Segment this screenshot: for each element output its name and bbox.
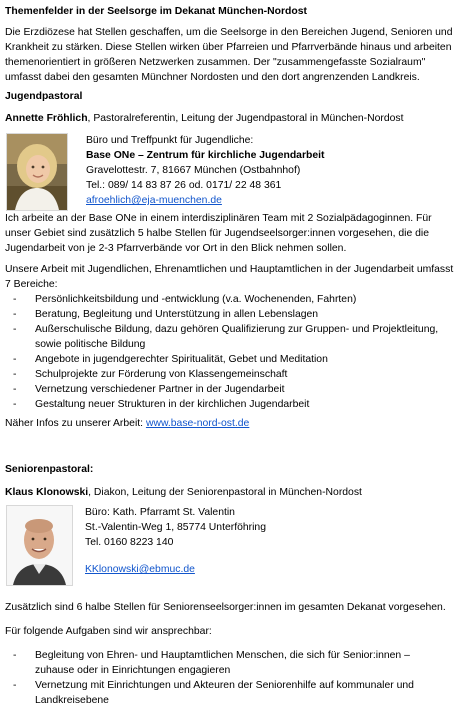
youth-contact-block: [86, 133, 446, 208]
senior-contact-office: Büro: Kath. Pfarramt St. Valentin: [85, 507, 235, 518]
list-item: - Angebote in jugendgerechter Spiritualität, Gebet und Meditation: [5, 352, 445, 367]
youth-contact-address: Gravelottestr. 7, 81667 München (Ostbahnhof): [86, 165, 301, 176]
senior-contact-block: [85, 505, 445, 577]
list-item: - Persönlichkeitsbildung und -entwicklung (v.a. Wochenenden, Fahrten): [5, 292, 445, 307]
list-item: - Gestaltung neuer Strukturen in der kirchlichen Jugendarbeit: [5, 397, 445, 412]
senior-person-name: Klaus Klonowski: [5, 487, 89, 498]
woman-portrait-image: [7, 134, 67, 210]
youth-paragraph-areas: Unsere Arbeit mit Jugendlichen, Ehrenamtlichen und Hauptamtlichen in der Jugendarbeit umfasst 7 Bereiche:: [5, 264, 454, 290]
youth-areas-list: [5, 292, 445, 412]
youth-contact-phone: Tel.: 089/ 14 83 87 26 od. 0171/ 22 48 361: [86, 180, 282, 191]
list-item: - Schulprojekte zur Förderung von Klassengemeinschaft: [5, 367, 445, 382]
youth-contact-office: Büro und Treffpunkt für Jugendliche:: [86, 135, 254, 146]
senior-person-line: [5, 485, 455, 500]
senior-contact-phone: Tel. 0160 8223 140: [85, 537, 174, 548]
youth-heading: Jugendpastoral: [5, 91, 83, 102]
senior-email-link[interactable]: KKlonowski@ebmuc.de: [85, 564, 195, 575]
youth-person-name: Annette Fröhlich: [5, 113, 88, 124]
youth-more-info: [5, 416, 455, 431]
list-item: - Beratung, Begleitung und Unterstützung in allen Lebenslagen: [5, 307, 445, 322]
list-item: - Begleitung von Ehren- und Hauptamtlichen Menschen, die sich für Senior:innen – zuhause oder in Einrichtungen engagieren: [5, 648, 445, 678]
youth-email-link[interactable]: afroehlich@eja-muenchen.de: [86, 195, 222, 206]
youth-more-info-label: Näher Infos zu unserer Arbeit:: [5, 418, 146, 429]
senior-contact-address: St.-Valentin-Weg 1, 85774 Unterföhring: [85, 522, 266, 533]
youth-person-photo: [6, 133, 68, 211]
youth-website-link[interactable]: www.base-nord-ost.de: [145, 418, 250, 429]
intro-paragraph: Die Erzdiözese hat Stellen geschaffen, um die Seelsorge in den Bereichen Jugend, Senioren und Krankheit zu stärken. Diese Stellen wirken über Pfarreien und Pfarrverbände hinaus und arbeiten themenorientiert in größeren Netzwerken zusammen. Der "zusammengefasste Sozialraum" umfasst dabei den gesamten Münchner Nordosten und den dort angrenzenden Landkreis.: [5, 27, 453, 83]
youth-contact-org: Base ONe – Zentrum für kirchliche Jugendarbeit: [86, 150, 325, 161]
senior-person-photo: [6, 505, 73, 586]
list-item: - Vernetzung verschiedener Partner in der Jugendarbeit: [5, 382, 445, 397]
senior-person-role: , Diakon, Leitung der Seniorenpastoral in München-Nordost: [88, 487, 362, 498]
man-portrait-image: [7, 506, 72, 585]
senior-paragraph-tasks: Für folgende Aufgaben sind wir ansprechbar:: [5, 626, 212, 637]
senior-paragraph-positions: Zusätzlich sind 6 halbe Stellen für Seniorenseelsorger:innen im gesamten Dekanat vorgesehen.: [5, 602, 446, 613]
page-title: Themenfelder in der Seelsorge im Dekanat München-Nordost: [5, 6, 307, 17]
youth-person-line: [5, 111, 455, 126]
list-item: - Außerschulische Bildung, dazu gehören Qualifizierung zur Gruppen- und Projektleitung, sowie politische Bildung: [5, 322, 445, 352]
senior-tasks-list: [5, 648, 445, 708]
senior-heading: Seniorenpastoral:: [5, 464, 94, 475]
youth-person-role: , Pastoralreferentin, Leitung der Jugendpastoral in München-Nordost: [87, 113, 404, 124]
list-item: - Vernetzung mit Einrichtungen und Akteuren der Seniorenhilfe auf kommunaler und Landkreisebene: [5, 678, 445, 708]
youth-paragraph-team: Ich arbeite an der Base ONe in einem interdisziplinären Team mit 2 Sozialpädagoginnen. Für unser Gebiet sind zusätzlich 5 halbe Stellen für Jugendseelsorger:innen vorgesehen, die die Jugendarbeit von je 2-3 Pfarrverbände vor Ort in den Blick nehmen sollen.: [5, 213, 432, 254]
